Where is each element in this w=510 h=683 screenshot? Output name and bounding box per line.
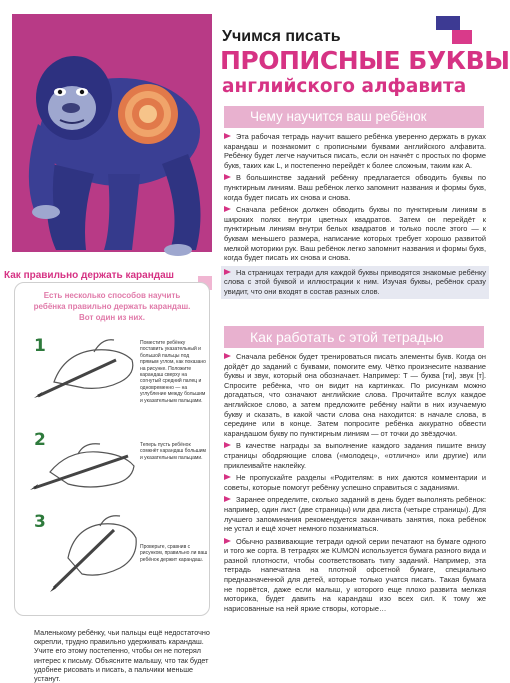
bullet-arrow-icon bbox=[224, 269, 232, 276]
gorilla-drawing bbox=[12, 14, 212, 252]
step-number: 2 bbox=[34, 430, 46, 450]
hand-step-1-illustration bbox=[24, 330, 142, 402]
paragraph: В качестве награды за выполнение каждого задания пишите внизу страницы ободряющие слова («молодец», «отлично» или другие) или приклеивайте наклейку. bbox=[224, 441, 486, 470]
paragraph: Не пропускайте разделы «Родителям: в них даются комментарии и советы, которые помогут ребёнку успешно справиться с заданиями. bbox=[224, 473, 486, 492]
decor-square-blue bbox=[436, 16, 460, 30]
section-heading-what-child-learns bbox=[224, 106, 484, 128]
step-description: Проверьте, сравнив с рисунком, правильно ли ваш ребёнок держит карандаш. bbox=[140, 544, 208, 563]
section-how-to-work bbox=[224, 352, 486, 616]
section-heading-text: Чему научится ваш ребёнок bbox=[250, 109, 427, 124]
bullet-arrow-icon bbox=[224, 496, 232, 503]
step-description: Поместите ребёнку поставить указательный и большой пальцы под прямым углом, как показано на рисунке. Положите карандаш сверху на согнутый средний палец и одновременно — на углубление между большим и указательным пальцами. bbox=[140, 340, 206, 404]
holding-pencil-intro: Есть несколько способов научить ребёнка правильно держать карандаш. Вот один из них. bbox=[33, 291, 191, 322]
step-number: 1 bbox=[34, 336, 46, 356]
step-description: Теперь пусть ребёнок сомкнёт карандаш большим и указательным пальцами. bbox=[140, 442, 206, 461]
gorilla-illustration bbox=[12, 14, 212, 252]
page-subtitle: английского алфавита bbox=[222, 76, 467, 97]
bullet-arrow-icon bbox=[224, 442, 232, 449]
bullet-arrow-icon bbox=[224, 206, 232, 213]
bullet-arrow-icon bbox=[224, 133, 232, 140]
bullet-arrow-icon bbox=[224, 174, 232, 181]
hand-step-3-illustration bbox=[24, 508, 142, 592]
section-heading-how-to-work bbox=[224, 326, 484, 348]
holding-pencil-note: Маленькому ребёнку, чьи пальцы ещё недостаточно окрепли, трудно правильно удерживать карандаш. Учите его этому постепенно, чтобы он не потерял интерес к письму. Объясните малышу, что так будет удобнее рисовать и писать, а пальчики меньше устанут. bbox=[34, 628, 210, 683]
paragraph: Заранее определите, сколько заданий в день будет выполнять ребёнок: например, один лист (две страницы) или два листа (четыре страницы). Для лучшего запоминания рекомендуется заканчивать занятия, пока ребёнок не устал и ещё хочет немного позаниматься. bbox=[224, 495, 486, 534]
bullet-arrow-icon bbox=[224, 353, 232, 360]
paragraph-highlighted: На страницах тетради для каждой буквы приводятся знакомые ребёнку слова с этой буквой и иллюстрации к ним. Изучая буквы, ребёнок сразу увидит, что они входят в состав разных слов. bbox=[221, 266, 489, 299]
paragraph: Сначала ребёнок будет тренироваться писать элементы букв. Когда он дойдёт до заданий с буквами, помогите ему. Чётко произнесите название буквы и звук, который она обозначает. Например: T — буква [ти], звук [т]. Спросите ребёнка, что он видит на картинках. По рисункам можно догадаться, что означают английские слова. Прочитайте вслух каждое английское слово, а затем предложите ребёнку найти в них изучаемую букву и сказать, в какой части слова она находится: в начале слова, в середине или в конце. Затем попросите ребёнка аккуратно обвести карандашом букву по пунктирным линиям — от точки до звёздочки. bbox=[224, 352, 486, 438]
step-number: 3 bbox=[34, 512, 46, 532]
section-heading-text: Как работать с этой тетрадью bbox=[250, 329, 444, 345]
paragraph: Эта рабочая тетрадь научит вашего ребёнка уверенно держать в руках карандаш и познакомит с прописными буквами английского алфавита. Ребёнку будет легче научиться писать, если он начнёт с простых по форме букв, таких как L, и постепенно перейдёт к более сложным, таким как A. bbox=[224, 132, 486, 170]
page-title: ПРОПИСНЫЕ БУКВЫ bbox=[220, 46, 510, 75]
paragraph: Обычно развивающие тетради одной серии печатают на бумаге одного и того же сорта. В тетрадях же KUMON используется бумага разного вида и разной плотности, чтобы соответствовать типу заданий. Например, эта тетрадь напечатана на плотной офсетной бумаге, специально предназначенной для детей, которые только учатся писать. Такая бумага не порвётся, даже если малыш, у которого еще плохо развита мелкая моторика, будет давить на карандаш изо всех сил. К тому же нарисованные на ней яркие створы, которые… bbox=[224, 536, 486, 613]
decor-square-pink bbox=[452, 30, 472, 44]
paragraph: В большинстве заданий ребёнку предлагается обводить буквы по пунктирным линиям. Ваш ребёнок легко запомнит названия и формы букв, когда будет писать их снова и снова. bbox=[224, 173, 486, 202]
paragraph: Сначала ребёнок должен обводить буквы по пунктирным линиям в широких полях внутри цветных квадратов. Затем он перейдёт к пунктирным линиям внутри белых квадратов и только после этого — к буквам меньшего размера, написание которых требует хорошо развитой мелкой моторики рук. Ваш ребёнок легко запомнит названия и формы букв, когда будет писать их снова и снова. bbox=[224, 205, 486, 263]
bullet-arrow-icon bbox=[224, 538, 232, 545]
bullet-arrow-icon bbox=[224, 474, 232, 481]
hand-step-2-illustration bbox=[24, 428, 142, 500]
pre-title: Учимся писать bbox=[222, 28, 341, 45]
holding-pencil-title: Как правильно держать карандаш bbox=[4, 270, 175, 281]
section-what-child-learns bbox=[224, 132, 486, 302]
